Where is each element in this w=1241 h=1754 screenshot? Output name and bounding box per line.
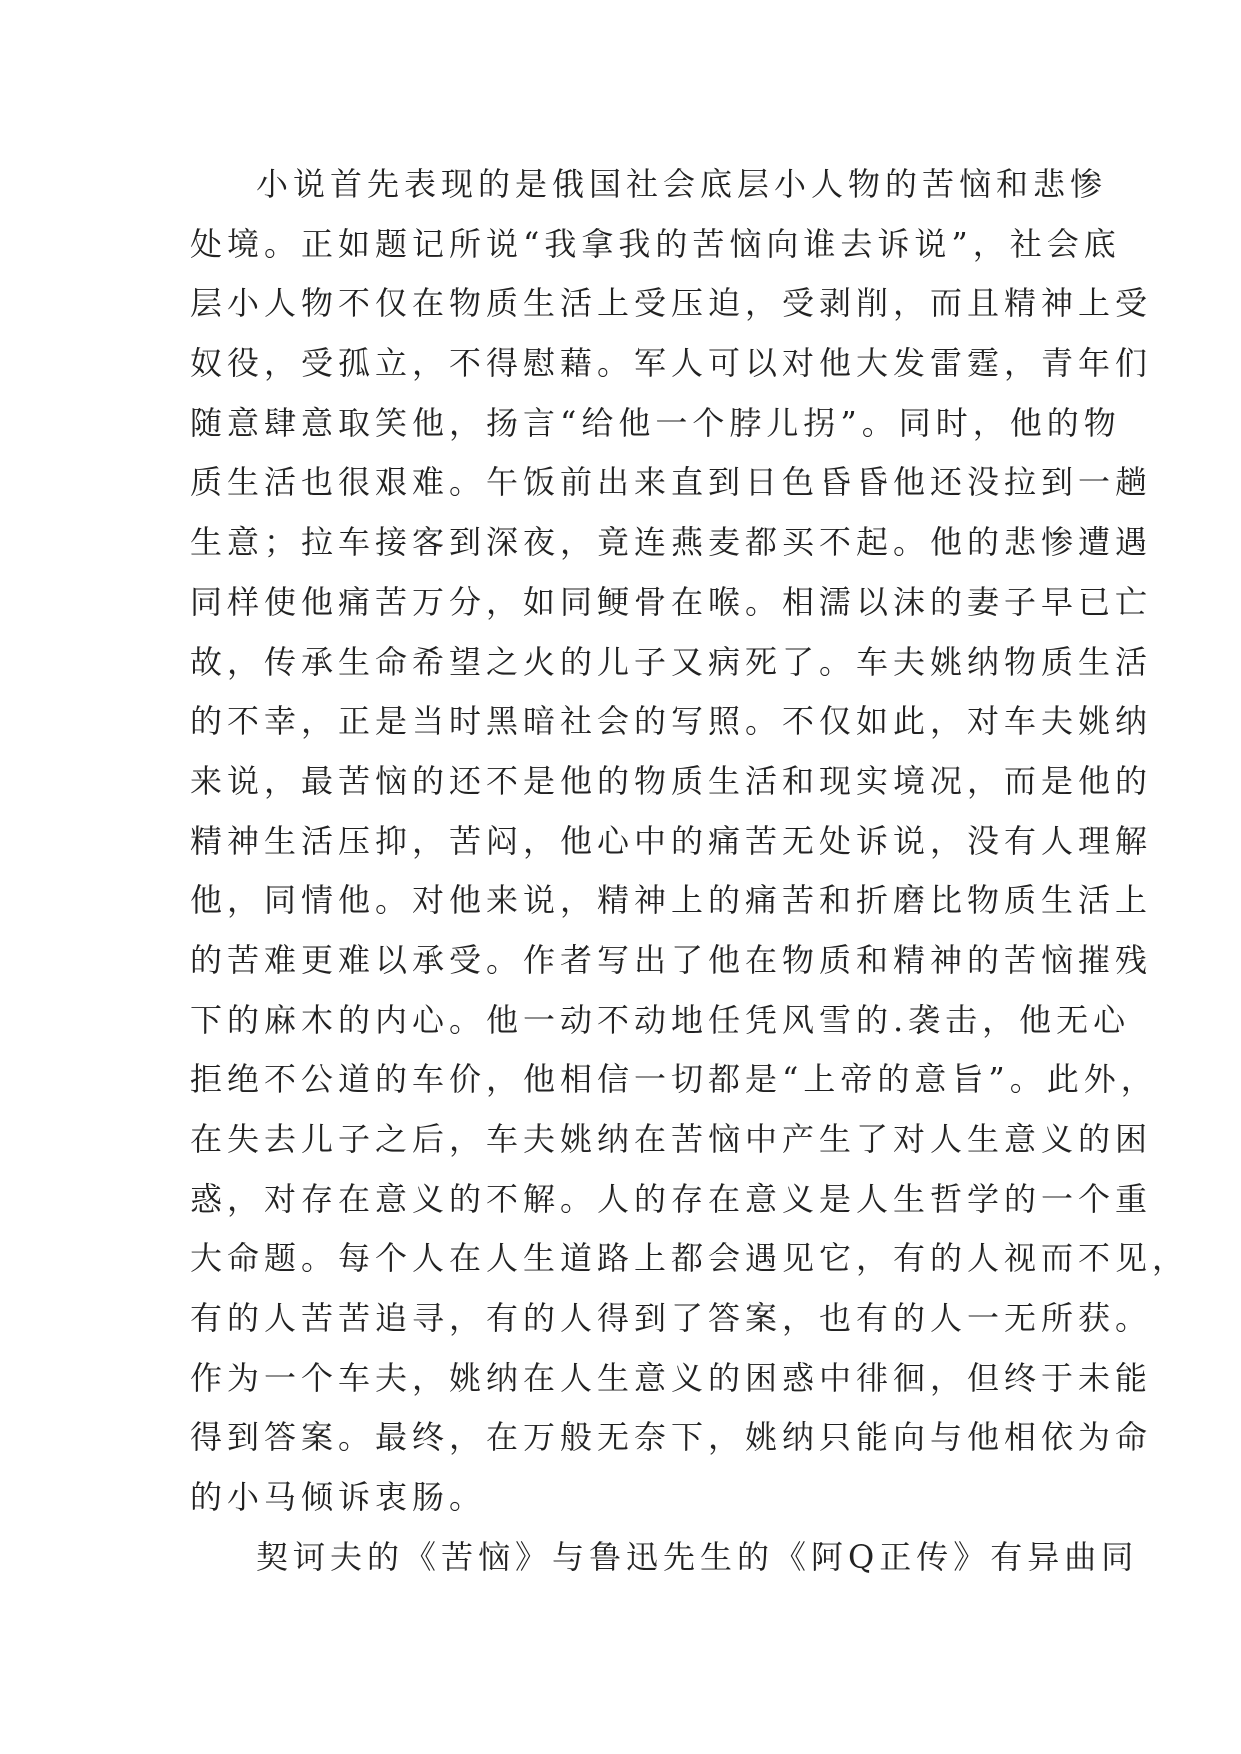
paragraph-1-line-23: 的小马倾诉衷肠。 bbox=[190, 1478, 487, 1517]
paragraph-1-line-18: 惑，对存在意义的不解。人的存在意义是人生哲学的一个重 bbox=[190, 1179, 1153, 1218]
paragraph-1-line-20: 有的人苦苦追寻，有的人得到了答案，也有的人一无所获。 bbox=[190, 1299, 1153, 1338]
paragraph-1-line-3: 层小人物不仅在物质生活上受压迫，受剥削，而且精神上受 bbox=[190, 284, 1153, 323]
paragraph-1-line-16: 拒绝不公道的车价，他相信一切都是“上帝的意旨”。此外， bbox=[190, 1060, 1158, 1099]
paragraph-1-line-22: 得到答案。最终，在万般无奈下，姚纳只能向与他相依为命 bbox=[190, 1418, 1153, 1457]
paragraph-1-line-2: 处境。正如题记所说“我拿我的苦恼向谁去诉说”，社会底 bbox=[190, 224, 1121, 263]
paragraph-1-line-1: 小说首先表现的是俄国社会底层小人物的苦恼和悲惨 bbox=[256, 165, 1108, 203]
paragraph-1-line-6: 质生活也很艰难。午饭前出来直到日色昏昏他还没拉到一趟 bbox=[190, 463, 1153, 502]
paragraph-1-line-11: 来说，最苦恼的还不是他的物质生活和现实境况，而是他的 bbox=[190, 761, 1153, 800]
paragraph-1-line-17: 在失去儿子之后，车夫姚纳在苦恼中产生了对人生意义的困 bbox=[190, 1120, 1153, 1158]
paragraph-1-line-9: 故，传承生命希望之火的儿子又病死了。车夫姚纳物质生活 bbox=[190, 642, 1153, 681]
paragraph-1-line-8: 同样使他痛苦万分，如同鲠骨在喉。相濡以沫的妻子早已亡 bbox=[190, 582, 1153, 621]
paragraph-1-line-10: 的不幸，正是当时黑暗社会的写照。不仅如此，对车夫姚纳 bbox=[190, 702, 1153, 741]
paragraph-1-line-21: 作为一个车夫，姚纳在人生意义的困惑中徘徊，但终于未能 bbox=[190, 1358, 1153, 1397]
paragraph-1-line-4: 奴役，受孤立，不得慰藉。军人可以对他大发雷霆，青年们 bbox=[190, 344, 1153, 383]
paragraph-1-line-13: 他，同情他。对他来说，精神上的痛苦和折磨比物质生活上 bbox=[190, 881, 1153, 920]
paragraph-1-line-7: 生意；拉车接客到深夜，竟连燕麦都买不起。他的悲惨遭遇 bbox=[190, 523, 1153, 562]
paragraph-1-line-12: 精神生活压抑，苦闷，他心中的痛苦无处诉说，没有人理解 bbox=[190, 821, 1153, 860]
paragraph-1-line-14: 的苦难更难以承受。作者写出了他在物质和精神的苦恼摧残 bbox=[190, 940, 1153, 979]
body-text bbox=[190, 155, 1190, 1588]
paragraph-2-line-1: 契诃夫的《苦恼》与鲁迅先生的《阿Q正传》有异曲同 bbox=[256, 1537, 1139, 1576]
paragraph-1-line-5: 随意肆意取笑他，扬言“给他一个脖儿拐”。同时，他的物 bbox=[190, 403, 1121, 442]
paragraph-1-line-19: 大命题。每个人在人生道路上都会遇见它，有的人视而不见， bbox=[190, 1239, 1190, 1278]
paragraph-1-line-15: 下的麻木的内心。他一动不动地任凭风雪的.袭击，他无心 bbox=[190, 1000, 1131, 1039]
